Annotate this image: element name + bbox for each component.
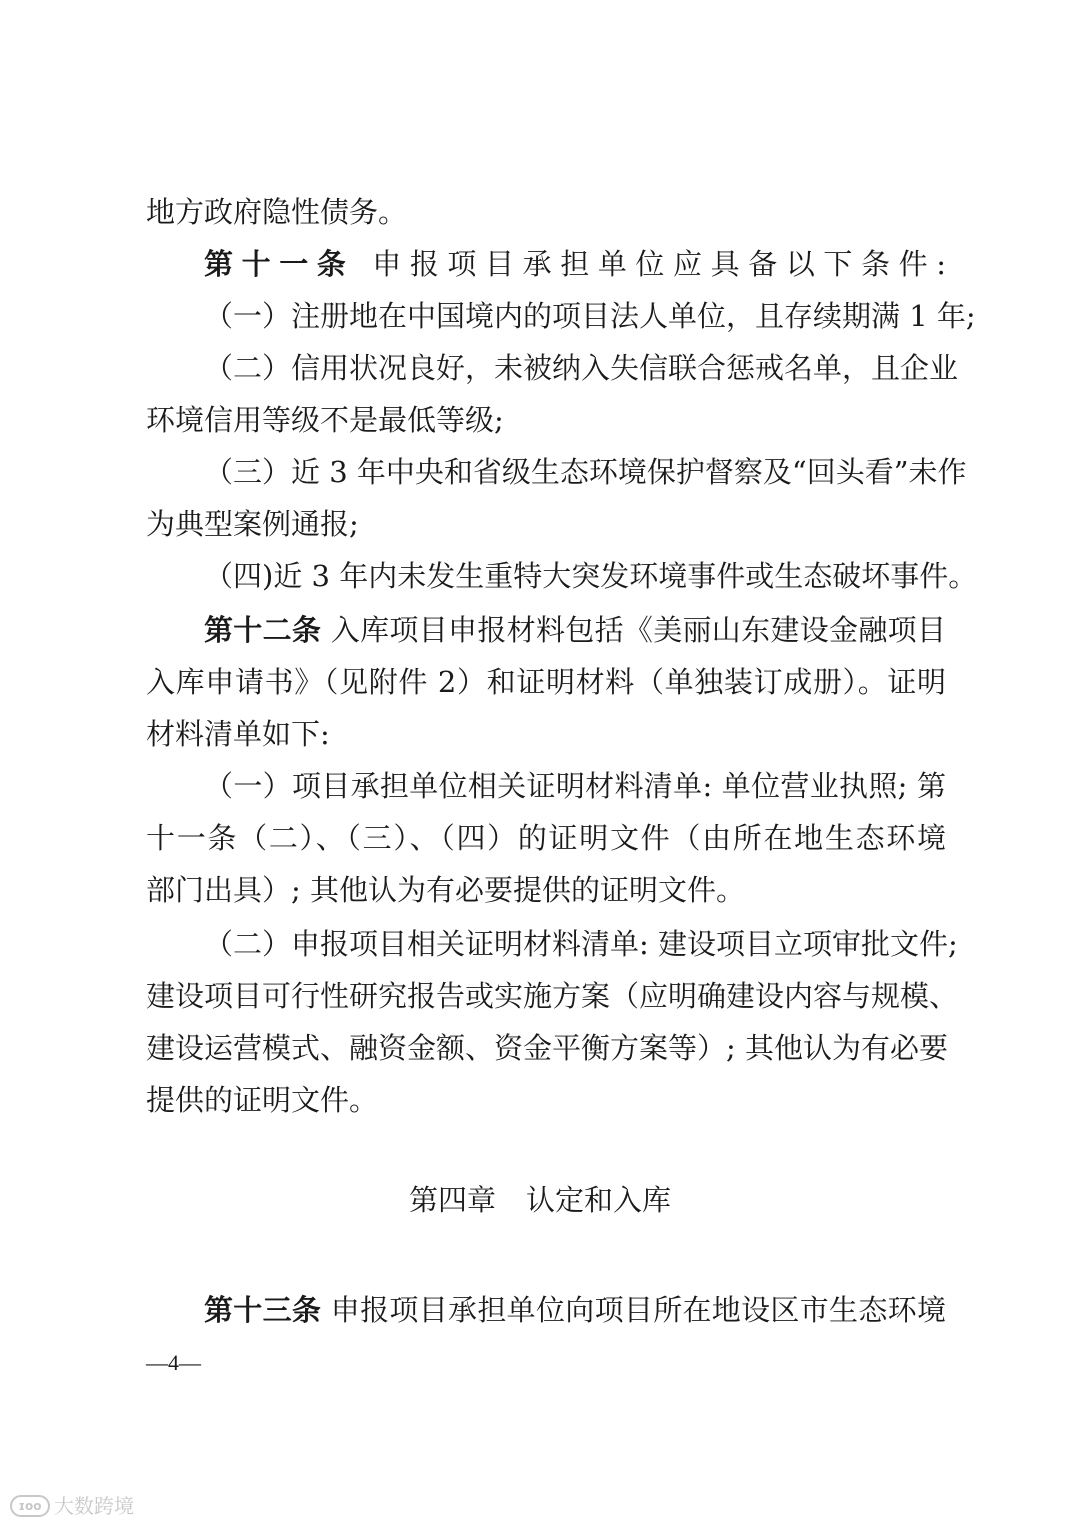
text-line: 入库申请书》（见附件 2）和证明材料（单独装订成册）。证明 <box>146 665 946 699</box>
page-number: —4— <box>146 1350 201 1375</box>
article-12-heading: 第十二条 入库项目申报材料包括《美丽山东建设金融项目 <box>204 613 946 647</box>
text-line: 部门出具）; 其他认为有必要提供的证明文件。 <box>146 873 745 907</box>
watermark <box>10 1492 134 1520</box>
article-label: 第十三条 <box>204 1293 322 1327</box>
text-line: 提供的证明文件。 <box>146 1083 379 1117</box>
chapter-title: 认定和入库 <box>526 1183 672 1217</box>
text-line: 十一条（二）、（三）、（四）的证明文件（由所在地生态环境 <box>146 821 946 855</box>
article-label: 第十一条 <box>204 247 355 281</box>
chapter-number: 第四章 <box>408 1183 496 1217</box>
article-label: 第十二条 <box>204 613 322 647</box>
watermark-text: 大数跨境 <box>54 1494 134 1518</box>
text-line: （一）注册地在中国境内的项目法人单位，且存续期满 1 年; <box>204 299 976 333</box>
text-line: 地方政府隐性债务。 <box>146 195 408 229</box>
text-line: （三）近 3 年中央和省级生态环境保护督察及“回头看”未作 <box>204 455 967 489</box>
text-line: （二）信用状况良好，未被纳入失信联合惩戒名单，且企业 <box>204 351 959 385</box>
chapter-heading <box>0 1180 1080 1220</box>
text-line: （四)近 3 年内未发生重特大突发环境事件或生态破坏事件。 <box>204 559 978 593</box>
text-line: 建设运营模式、融资金额、资金平衡方案等）; 其他认为有必要 <box>146 1031 948 1065</box>
article-11-heading: 第十一条 申报项目承担单位应具备以下条件: <box>204 247 946 281</box>
text-line: （一）项目承担单位相关证明材料清单: 单位营业执照; 第 <box>204 769 946 803</box>
text-line: 材料清单如下: <box>146 717 330 751</box>
text-line: 环境信用等级不是最低等级; <box>146 403 504 437</box>
watermark-logo-icon: ɪᴏᴏ <box>10 1495 50 1517</box>
article-13-heading: 第十三条 申报项目承担单位向项目所在地设区市生态环境 <box>204 1293 946 1327</box>
text-line: （二）申报项目相关证明材料清单: 建设项目立项审批文件; <box>204 927 958 961</box>
text-line: 建设项目可行性研究报告或实施方案（应明确建设内容与规模、 <box>146 979 959 1013</box>
text-line: 为典型案例通报; <box>146 507 359 541</box>
